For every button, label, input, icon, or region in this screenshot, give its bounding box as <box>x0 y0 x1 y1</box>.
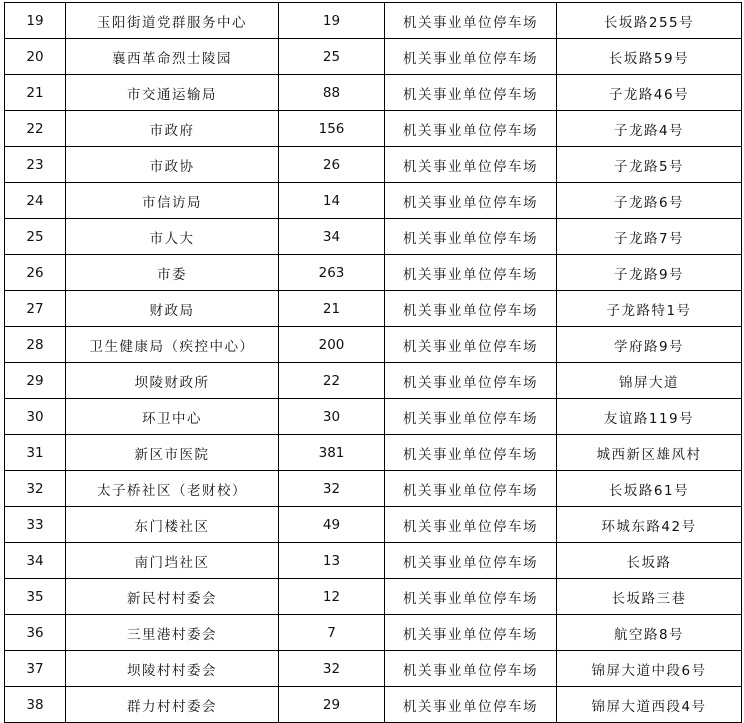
parking-type-cell: 机关事业单位停车场 <box>385 3 557 39</box>
parking-spaces-cell: 156 <box>279 111 385 147</box>
unit-name-cell: 财政局 <box>66 291 279 327</box>
row-number-cell: 31 <box>5 435 66 471</box>
parking-spaces-cell: 21 <box>279 291 385 327</box>
address-cell: 环城东路42号 <box>557 507 742 543</box>
row-number-cell: 38 <box>5 687 66 723</box>
table-body <box>5 3 742 723</box>
table-row <box>5 75 742 111</box>
parking-type-cell: 机关事业单位停车场 <box>385 75 557 111</box>
table-row <box>5 39 742 75</box>
parking-type-cell: 机关事业单位停车场 <box>385 471 557 507</box>
unit-name-cell: 市政协 <box>66 147 279 183</box>
unit-name-cell: 玉阳街道党群服务中心 <box>66 3 279 39</box>
row-number-cell: 28 <box>5 327 66 363</box>
parking-type-cell: 机关事业单位停车场 <box>385 543 557 579</box>
parking-type-cell: 机关事业单位停车场 <box>385 327 557 363</box>
unit-name-cell: 坝陵财政所 <box>66 363 279 399</box>
table-row <box>5 471 742 507</box>
parking-spaces-cell: 30 <box>279 399 385 435</box>
address-cell: 子龙路5号 <box>557 147 742 183</box>
address-cell: 长坂路 <box>557 543 742 579</box>
parking-type-cell: 机关事业单位停车场 <box>385 363 557 399</box>
unit-name-cell: 市人大 <box>66 219 279 255</box>
address-cell: 锦屏大道 <box>557 363 742 399</box>
address-cell: 友谊路119号 <box>557 399 742 435</box>
parking-spaces-cell: 14 <box>279 183 385 219</box>
table-row <box>5 399 742 435</box>
table-row <box>5 111 742 147</box>
unit-name-cell: 南门垱社区 <box>66 543 279 579</box>
parking-spaces-cell: 7 <box>279 615 385 651</box>
row-number-cell: 34 <box>5 543 66 579</box>
unit-name-cell: 市交通运输局 <box>66 75 279 111</box>
address-cell: 长坂路三巷 <box>557 579 742 615</box>
table-row <box>5 687 742 723</box>
address-cell: 学府路9号 <box>557 327 742 363</box>
parking-spaces-cell: 32 <box>279 651 385 687</box>
address-cell: 长坂路61号 <box>557 471 742 507</box>
row-number-cell: 33 <box>5 507 66 543</box>
parking-spaces-cell: 381 <box>279 435 385 471</box>
table-row <box>5 291 742 327</box>
table-row <box>5 543 742 579</box>
parking-spaces-cell: 34 <box>279 219 385 255</box>
parking-type-cell: 机关事业单位停车场 <box>385 291 557 327</box>
row-number-cell: 37 <box>5 651 66 687</box>
address-cell: 子龙路46号 <box>557 75 742 111</box>
parking-type-cell: 机关事业单位停车场 <box>385 507 557 543</box>
address-cell: 锦屏大道中段6号 <box>557 651 742 687</box>
table-row <box>5 435 742 471</box>
parking-type-cell: 机关事业单位停车场 <box>385 255 557 291</box>
unit-name-cell: 东门楼社区 <box>66 507 279 543</box>
parking-type-cell: 机关事业单位停车场 <box>385 183 557 219</box>
parking-spaces-cell: 32 <box>279 471 385 507</box>
parking-type-cell: 机关事业单位停车场 <box>385 399 557 435</box>
unit-name-cell: 新区市医院 <box>66 435 279 471</box>
row-number-cell: 32 <box>5 471 66 507</box>
address-cell: 锦屏大道西段4号 <box>557 687 742 723</box>
parking-spaces-cell: 26 <box>279 147 385 183</box>
row-number-cell: 22 <box>5 111 66 147</box>
table-row <box>5 507 742 543</box>
table-row <box>5 363 742 399</box>
parking-type-cell: 机关事业单位停车场 <box>385 39 557 75</box>
parking-type-cell: 机关事业单位停车场 <box>385 615 557 651</box>
parking-spaces-cell: 12 <box>279 579 385 615</box>
parking-spaces-cell: 263 <box>279 255 385 291</box>
row-number-cell: 29 <box>5 363 66 399</box>
address-cell: 子龙路4号 <box>557 111 742 147</box>
parking-spaces-cell: 200 <box>279 327 385 363</box>
row-number-cell: 26 <box>5 255 66 291</box>
parking-type-cell: 机关事业单位停车场 <box>385 435 557 471</box>
parking-spaces-cell: 29 <box>279 687 385 723</box>
row-number-cell: 35 <box>5 579 66 615</box>
row-number-cell: 30 <box>5 399 66 435</box>
address-cell: 子龙路7号 <box>557 219 742 255</box>
parking-spaces-cell: 13 <box>279 543 385 579</box>
table-row <box>5 651 742 687</box>
unit-name-cell: 新民村村委会 <box>66 579 279 615</box>
unit-name-cell: 三里港村委会 <box>66 615 279 651</box>
row-number-cell: 20 <box>5 39 66 75</box>
parking-type-cell: 机关事业单位停车场 <box>385 651 557 687</box>
address-cell: 航空路8号 <box>557 615 742 651</box>
unit-name-cell: 襄西革命烈士陵园 <box>66 39 279 75</box>
address-cell: 子龙路特1号 <box>557 291 742 327</box>
table-row <box>5 579 742 615</box>
unit-name-cell: 太子桥社区（老财校） <box>66 471 279 507</box>
unit-name-cell: 环卫中心 <box>66 399 279 435</box>
parking-spaces-cell: 22 <box>279 363 385 399</box>
row-number-cell: 19 <box>5 3 66 39</box>
unit-name-cell: 群力村村委会 <box>66 687 279 723</box>
address-cell: 子龙路9号 <box>557 255 742 291</box>
parking-type-cell: 机关事业单位停车场 <box>385 579 557 615</box>
table-row <box>5 147 742 183</box>
table-row <box>5 255 742 291</box>
table-row <box>5 3 742 39</box>
address-cell: 长坂路255号 <box>557 3 742 39</box>
unit-name-cell: 市政府 <box>66 111 279 147</box>
row-number-cell: 23 <box>5 147 66 183</box>
unit-name-cell: 卫生健康局（疾控中心） <box>66 327 279 363</box>
parking-spaces-cell: 25 <box>279 39 385 75</box>
address-cell: 城西新区雄风村 <box>557 435 742 471</box>
parking-spaces-cell: 88 <box>279 75 385 111</box>
parking-type-cell: 机关事业单位停车场 <box>385 219 557 255</box>
row-number-cell: 24 <box>5 183 66 219</box>
table-row <box>5 183 742 219</box>
parking-type-cell: 机关事业单位停车场 <box>385 147 557 183</box>
unit-name-cell: 市委 <box>66 255 279 291</box>
table-row <box>5 615 742 651</box>
address-cell: 长坂路59号 <box>557 39 742 75</box>
address-cell: 子龙路6号 <box>557 183 742 219</box>
parking-spaces-cell: 49 <box>279 507 385 543</box>
parking-type-cell: 机关事业单位停车场 <box>385 687 557 723</box>
row-number-cell: 21 <box>5 75 66 111</box>
parking-type-cell: 机关事业单位停车场 <box>385 111 557 147</box>
table-row <box>5 219 742 255</box>
unit-name-cell: 坝陵村村委会 <box>66 651 279 687</box>
table-row <box>5 327 742 363</box>
parking-lot-table <box>4 2 742 723</box>
row-number-cell: 27 <box>5 291 66 327</box>
unit-name-cell: 市信访局 <box>66 183 279 219</box>
row-number-cell: 25 <box>5 219 66 255</box>
parking-spaces-cell: 19 <box>279 3 385 39</box>
row-number-cell: 36 <box>5 615 66 651</box>
